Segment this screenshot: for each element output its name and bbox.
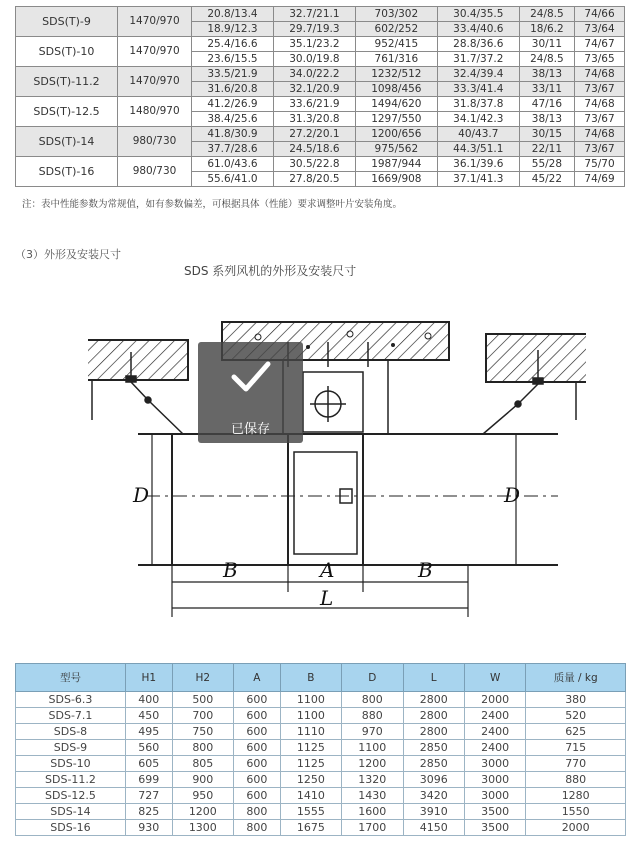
- table-cell: SDS-8: [16, 724, 126, 740]
- table-cell: 1280: [526, 788, 626, 804]
- column-header: 质量 / kg: [526, 664, 626, 692]
- table-cell: 3500: [464, 804, 525, 820]
- table-cell: 1494/620: [355, 97, 437, 112]
- right-ceiling-slab: [486, 334, 586, 420]
- table-cell: 1100: [280, 692, 341, 708]
- table-cell: 2400: [464, 724, 525, 740]
- table-cell: 2800: [403, 692, 464, 708]
- fan-body: [138, 434, 558, 565]
- table-cell: 3000: [464, 772, 525, 788]
- table-cell: 38/13: [519, 67, 574, 82]
- table-cell: 900: [172, 772, 233, 788]
- table-cell: 3000: [464, 756, 525, 772]
- table-cell: 560: [125, 740, 172, 756]
- table-cell: 715: [526, 740, 626, 756]
- table-cell: 970: [342, 724, 403, 740]
- table-cell: 600: [234, 772, 281, 788]
- table-cell: SDS-16: [16, 820, 126, 836]
- table-cell: 25.4/16.6: [192, 37, 274, 52]
- table-cell: 1110: [280, 724, 341, 740]
- saved-toast: [198, 342, 303, 443]
- table-cell: 74/67: [575, 37, 625, 52]
- table-cell: 800: [234, 820, 281, 836]
- table-cell: 500: [172, 692, 233, 708]
- table-row: [16, 127, 625, 142]
- table-cell: 700: [172, 708, 233, 724]
- table-cell: 380: [526, 692, 626, 708]
- table-cell: 34.1/42.3: [437, 112, 519, 127]
- table-cell: 1232/512: [355, 67, 437, 82]
- table-cell: 602/252: [355, 22, 437, 37]
- dim-label-b-right: B: [418, 558, 433, 582]
- column-header: 型号: [16, 664, 126, 692]
- table-cell: 41.8/30.9: [192, 127, 274, 142]
- table-row: [16, 820, 626, 836]
- table-cell: 27.8/20.5: [273, 172, 355, 187]
- table-cell: 29.7/19.3: [273, 22, 355, 37]
- table-cell: 30.0/19.8: [273, 52, 355, 67]
- table-cell: 37.1/41.3: [437, 172, 519, 187]
- table-cell: 600: [234, 692, 281, 708]
- table-cell: 74/68: [575, 67, 625, 82]
- table-cell: 33.3/41.4: [437, 82, 519, 97]
- model-cell: SDS(T)-14: [16, 127, 118, 157]
- table-cell: 24/8.5: [519, 52, 574, 67]
- table-cell: 31.6/20.8: [192, 82, 274, 97]
- table-cell: 73/65: [575, 52, 625, 67]
- table-cell: 74/68: [575, 97, 625, 112]
- table-cell: 975/562: [355, 142, 437, 157]
- dim-label-l: L: [320, 586, 334, 610]
- table-cell: 33.4/40.6: [437, 22, 519, 37]
- table-row: [16, 740, 626, 756]
- table-cell: 2850: [403, 740, 464, 756]
- table-cell: 770: [526, 756, 626, 772]
- table-cell: 600: [234, 740, 281, 756]
- dimension-lines: [152, 434, 516, 617]
- speed-cell: 980/730: [118, 127, 192, 157]
- table-row: [16, 97, 625, 112]
- table-cell: 34.0/22.2: [273, 67, 355, 82]
- table-row: [16, 37, 625, 52]
- table-cell: 950: [172, 788, 233, 804]
- table-cell: 31.3/20.8: [273, 112, 355, 127]
- table-cell: 1200: [172, 804, 233, 820]
- table-row: [16, 788, 626, 804]
- table-cell: 600: [234, 708, 281, 724]
- table-cell: 703/302: [355, 7, 437, 22]
- table-cell: 930: [125, 820, 172, 836]
- table-cell: 800: [172, 740, 233, 756]
- table-cell: 23.6/15.5: [192, 52, 274, 67]
- model-cell: SDS(T)-9: [16, 7, 118, 37]
- speed-cell: 1470/970: [118, 67, 192, 97]
- table-cell: 880: [526, 772, 626, 788]
- table-cell: 32.1/20.9: [273, 82, 355, 97]
- table-cell: 2400: [464, 740, 525, 756]
- table-cell: 74/69: [575, 172, 625, 187]
- table-row: [16, 772, 626, 788]
- table-note: 注：表中性能参数为常规值，如有参数偏差，可根据具体（性能）要求调整叶片安装角度。: [22, 199, 403, 210]
- table-cell: 45/22: [519, 172, 574, 187]
- dim-label-d-right: D: [504, 483, 521, 507]
- table-row: [16, 756, 626, 772]
- table-row: [16, 804, 626, 820]
- table-cell: 1250: [280, 772, 341, 788]
- table-cell: 761/316: [355, 52, 437, 67]
- table-cell: 27.2/20.1: [273, 127, 355, 142]
- table-cell: 74/68: [575, 127, 625, 142]
- table-cell: SDS-11.2: [16, 772, 126, 788]
- table-cell: 605: [125, 756, 172, 772]
- table-cell: 2800: [403, 724, 464, 740]
- table-cell: 73/67: [575, 82, 625, 97]
- saved-label: 已保存: [230, 422, 270, 437]
- table-cell: 805: [172, 756, 233, 772]
- table-cell: 30/11: [519, 37, 574, 52]
- table-cell: 2800: [403, 708, 464, 724]
- table-cell: 3910: [403, 804, 464, 820]
- table-cell: 73/67: [575, 142, 625, 157]
- table-cell: 1669/908: [355, 172, 437, 187]
- table-cell: 2850: [403, 756, 464, 772]
- figure-title: SDS 系列风机的外形及安装尺寸: [184, 264, 357, 278]
- table-row: [16, 7, 625, 22]
- section-heading: （3）外形及安装尺寸: [15, 248, 121, 261]
- table-cell: 1200/656: [355, 127, 437, 142]
- table-cell: 2000: [526, 820, 626, 836]
- table-cell: 4150: [403, 820, 464, 836]
- column-header: H2: [172, 664, 233, 692]
- table-cell: 800: [234, 804, 281, 820]
- table-row: [16, 708, 626, 724]
- table-cell: 73/67: [575, 112, 625, 127]
- table-cell: 61.0/43.6: [192, 157, 274, 172]
- table-cell: 1555: [280, 804, 341, 820]
- table-cell: 33.5/21.9: [192, 67, 274, 82]
- table-cell: 33.6/21.9: [273, 97, 355, 112]
- table-cell: 450: [125, 708, 172, 724]
- table-cell: 37.7/28.6: [192, 142, 274, 157]
- table-cell: 952/415: [355, 37, 437, 52]
- table-cell: 400: [125, 692, 172, 708]
- table-cell: 1430: [342, 788, 403, 804]
- table-cell: 880: [342, 708, 403, 724]
- table-cell: 38/13: [519, 112, 574, 127]
- table-cell: 20.8/13.4: [192, 7, 274, 22]
- dim-label-d-left: D: [133, 483, 150, 507]
- table-cell: 75/70: [575, 157, 625, 172]
- table-cell: 1100: [342, 740, 403, 756]
- column-header: W: [464, 664, 525, 692]
- dim-label-b-left: B: [223, 558, 238, 582]
- table-cell: 1675: [280, 820, 341, 836]
- table-cell: 30.5/22.8: [273, 157, 355, 172]
- check-icon: [228, 356, 273, 396]
- table-cell: 1320: [342, 772, 403, 788]
- model-cell: SDS(T)-10: [16, 37, 118, 67]
- table-cell: 22/11: [519, 142, 574, 157]
- speed-cell: 1470/970: [118, 7, 192, 37]
- table-cell: 3096: [403, 772, 464, 788]
- table-cell: 1987/944: [355, 157, 437, 172]
- model-cell: SDS(T)-16: [16, 157, 118, 187]
- table-cell: 47/16: [519, 97, 574, 112]
- model-cell: SDS(T)-12.5: [16, 97, 118, 127]
- table-cell: 600: [234, 724, 281, 740]
- table-cell: 74/66: [575, 7, 625, 22]
- dim-label-a: A: [320, 558, 335, 582]
- installation-drawing: [88, 312, 608, 632]
- table-cell: 32.7/21.1: [273, 7, 355, 22]
- table-cell: SDS-14: [16, 804, 126, 820]
- table-cell: 3420: [403, 788, 464, 804]
- column-header: D: [342, 664, 403, 692]
- table-cell: 800: [342, 692, 403, 708]
- table-cell: 18.9/12.3: [192, 22, 274, 37]
- table-cell: 600: [234, 788, 281, 804]
- table-cell: 35.1/23.2: [273, 37, 355, 52]
- table-cell: 495: [125, 724, 172, 740]
- table-cell: 55.6/41.0: [192, 172, 274, 187]
- table-cell: SDS-6.3: [16, 692, 126, 708]
- table-row: [16, 157, 625, 172]
- table-cell: 1200: [342, 756, 403, 772]
- table-cell: 30/15: [519, 127, 574, 142]
- column-header: L: [403, 664, 464, 692]
- table-cell: 44.3/51.1: [437, 142, 519, 157]
- table-cell: 2000: [464, 692, 525, 708]
- table-cell: 1600: [342, 804, 403, 820]
- table-cell: SDS-9: [16, 740, 126, 756]
- table-cell: 3500: [464, 820, 525, 836]
- table-cell: 1098/456: [355, 82, 437, 97]
- model-cell: SDS(T)-11.2: [16, 67, 118, 97]
- motor-mount: [303, 372, 363, 432]
- suspension-rods: [131, 360, 538, 434]
- table-cell: SDS-10: [16, 756, 126, 772]
- table-cell: 55/28: [519, 157, 574, 172]
- table-cell: 625: [526, 724, 626, 740]
- table-cell: 750: [172, 724, 233, 740]
- speed-cell: 1480/970: [118, 97, 192, 127]
- table-row: [16, 692, 626, 708]
- speed-cell: 980/730: [118, 157, 192, 187]
- table-cell: 1297/550: [355, 112, 437, 127]
- table-cell: 3000: [464, 788, 525, 804]
- column-header: A: [234, 664, 281, 692]
- table-cell: 520: [526, 708, 626, 724]
- table-cell: 2400: [464, 708, 525, 724]
- table-cell: SDS-7.1: [16, 708, 126, 724]
- table-cell: 38.4/25.6: [192, 112, 274, 127]
- performance-table: [15, 6, 625, 187]
- table-cell: 1125: [280, 740, 341, 756]
- table-cell: 24.5/18.6: [273, 142, 355, 157]
- table-cell: 31.7/37.2: [437, 52, 519, 67]
- left-ceiling-slab: [88, 340, 188, 420]
- table-cell: 73/64: [575, 22, 625, 37]
- table-cell: 1700: [342, 820, 403, 836]
- table-cell: 600: [234, 756, 281, 772]
- table-row: [16, 67, 625, 82]
- table-cell: 1410: [280, 788, 341, 804]
- table-cell: 36.1/39.6: [437, 157, 519, 172]
- table-cell: 24/8.5: [519, 7, 574, 22]
- speed-cell: 1470/970: [118, 37, 192, 67]
- table-cell: 28.8/36.6: [437, 37, 519, 52]
- table-cell: 1550: [526, 804, 626, 820]
- table-cell: 825: [125, 804, 172, 820]
- table-cell: 1300: [172, 820, 233, 836]
- table-cell: 32.4/39.4: [437, 67, 519, 82]
- table-cell: 1125: [280, 756, 341, 772]
- table-cell: SDS-12.5: [16, 788, 126, 804]
- table-cell: 1100: [280, 708, 341, 724]
- table-cell: 18/6.2: [519, 22, 574, 37]
- table-cell: 31.8/37.8: [437, 97, 519, 112]
- dimension-table: [15, 663, 626, 836]
- column-header: H1: [125, 664, 172, 692]
- column-header: B: [280, 664, 341, 692]
- table-cell: 30.4/35.5: [437, 7, 519, 22]
- table-cell: 699: [125, 772, 172, 788]
- table-cell: 33/11: [519, 82, 574, 97]
- table-cell: 41.2/26.9: [192, 97, 274, 112]
- table-cell: 727: [125, 788, 172, 804]
- table-cell: 40/43.7: [437, 127, 519, 142]
- table-row: [16, 724, 626, 740]
